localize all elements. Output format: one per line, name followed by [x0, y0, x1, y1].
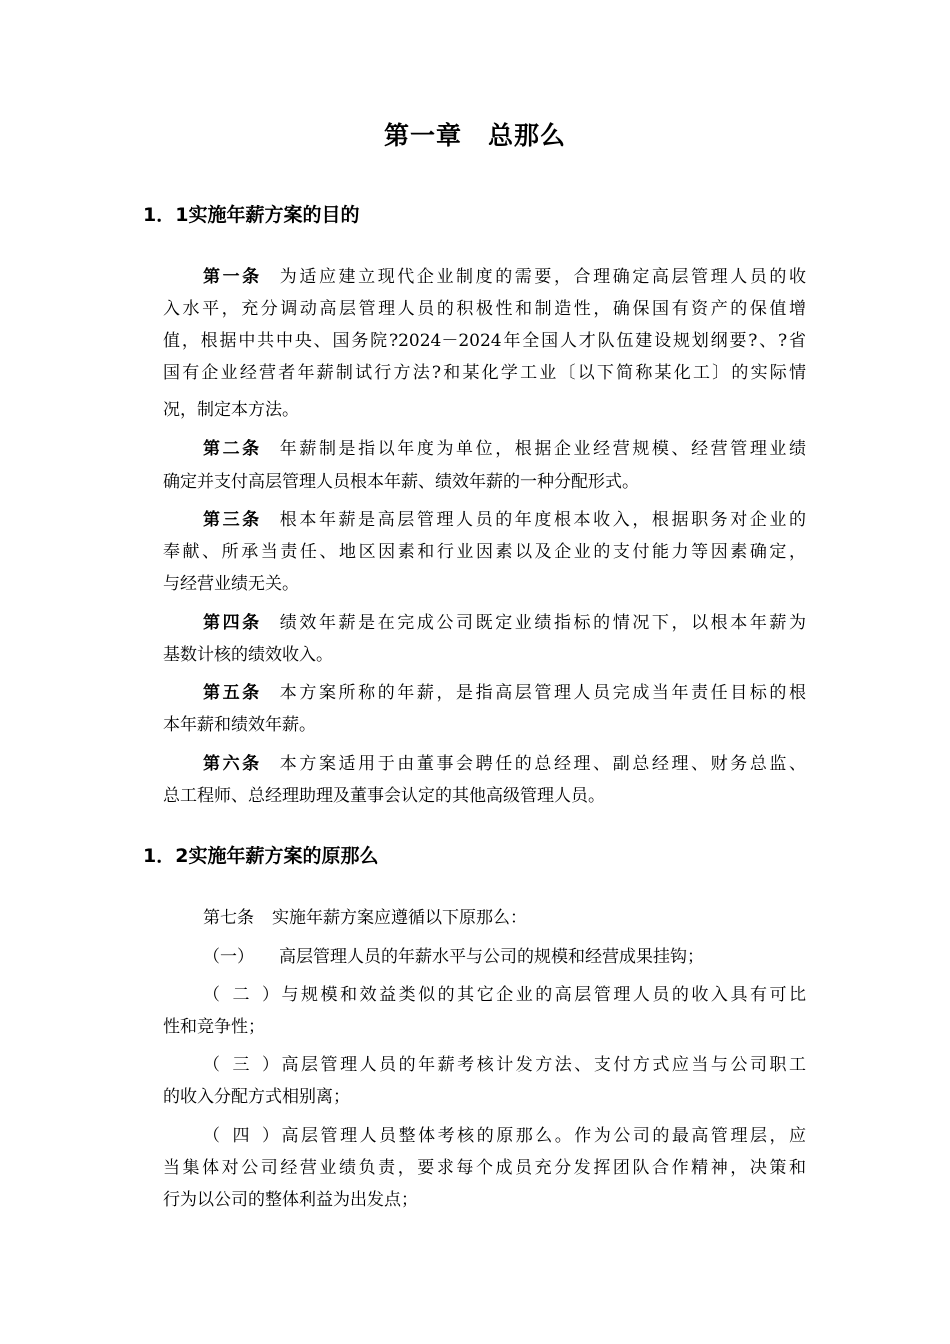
article-label: 第七条: [203, 908, 254, 928]
article-label: 第一条: [203, 267, 262, 287]
article-3-line-2: 奉献、所承当责任、地区因素和行业因素以及企业的支付能力等因素确定，: [163, 542, 806, 562]
item-2-line-2: 性和竞争性；: [163, 1017, 265, 1037]
article-1-line-5: 况，制定本方法。: [163, 400, 299, 420]
article-3-line-3: 与经营业绩无关。: [163, 574, 299, 594]
item-4-line-1: （四）高层管理人员整体考核的原那么。作为公司的最高管理层，应: [203, 1126, 806, 1146]
article-7-line-1: 第七条 实施年薪方案应遵循以下原那么：: [203, 908, 527, 928]
item-2-line-1: （二）与规模和效益类似的其它企业的高层管理人员的收入具有可比: [203, 985, 806, 1005]
item-1-line-1: （一） 高层管理人员的年薪水平与公司的规模和经营成果挂钩；: [203, 947, 704, 967]
article-label: 第四条: [203, 613, 262, 633]
article-6-line-1: 第六条 本方案适用于由董事会聘任的总经理、副总经理、财务总监、: [203, 754, 806, 774]
article-1-line-4: 国有企业经营者年薪制试行方法?和某化学工业〔以下简称某化工〕的实际情: [163, 363, 806, 383]
item-label: （一）: [203, 947, 254, 967]
article-1-line-1: 第一条 为适应建立现代企业制度的需要，合理确定高层管理人员的收: [203, 267, 806, 287]
article-5-line-1: 第五条 本方案所称的年薪，是指高层管理人员完成当年责任目标的根: [203, 683, 806, 703]
section-heading: 1．2实施年薪方案的原那么: [143, 845, 379, 867]
article-label: 第六条: [203, 754, 262, 774]
section-heading: 1．1实施年薪方案的目的: [143, 204, 360, 226]
article-4-line-2: 基数计核的绩效收入。: [163, 645, 333, 665]
chapter-title: 第一章 总那么: [383, 121, 566, 150]
article-4-line-1: 第四条 绩效年薪是在完成公司既定业绩指标的情况下，以根本年薪为: [203, 613, 806, 633]
item-4-line-3: 行为以公司的整体利益为出发点；: [163, 1190, 418, 1210]
article-1-line-3: 值，根据中共中央、国务院?2024－2024年全国人才队伍建设规划纲要?、?省: [163, 331, 806, 351]
item-3-line-1: （三）高层管理人员的年薪考核计发方法、支付方式应当与公司职工: [203, 1055, 806, 1075]
article-2-line-2: 确定并支付高层管理人员根本年薪、绩效年薪的一种分配形式。: [163, 472, 639, 492]
item-label: （三）: [203, 1055, 279, 1075]
article-label: 第二条: [203, 439, 262, 459]
article-5-line-2: 本年薪和绩效年薪。: [163, 715, 316, 735]
article-1-line-2: 入水平，充分调动高层管理人员的积极性和制造性，确保国有资产的保值增: [163, 299, 806, 319]
item-label: （四）: [203, 1126, 279, 1146]
item-3-line-2: 的收入分配方式相别离；: [163, 1087, 350, 1107]
item-label: （二）: [203, 985, 279, 1005]
article-label: 第五条: [203, 683, 262, 703]
article-6-line-2: 总工程师、总经理助理及董事会认定的其他高级管理人员。: [163, 786, 605, 806]
article-label: 第三条: [203, 510, 262, 530]
article-2-line-1: 第二条 年薪制是指以年度为单位，根据企业经营规模、经营管理业绩: [203, 439, 806, 459]
item-4-line-2: 当集体对公司经营业绩负责，要求每个成员充分发挥团队合作精神，决策和: [163, 1158, 806, 1178]
article-3-line-1: 第三条 根本年薪是高层管理人员的年度根本收入，根据职务对企业的: [203, 510, 806, 530]
